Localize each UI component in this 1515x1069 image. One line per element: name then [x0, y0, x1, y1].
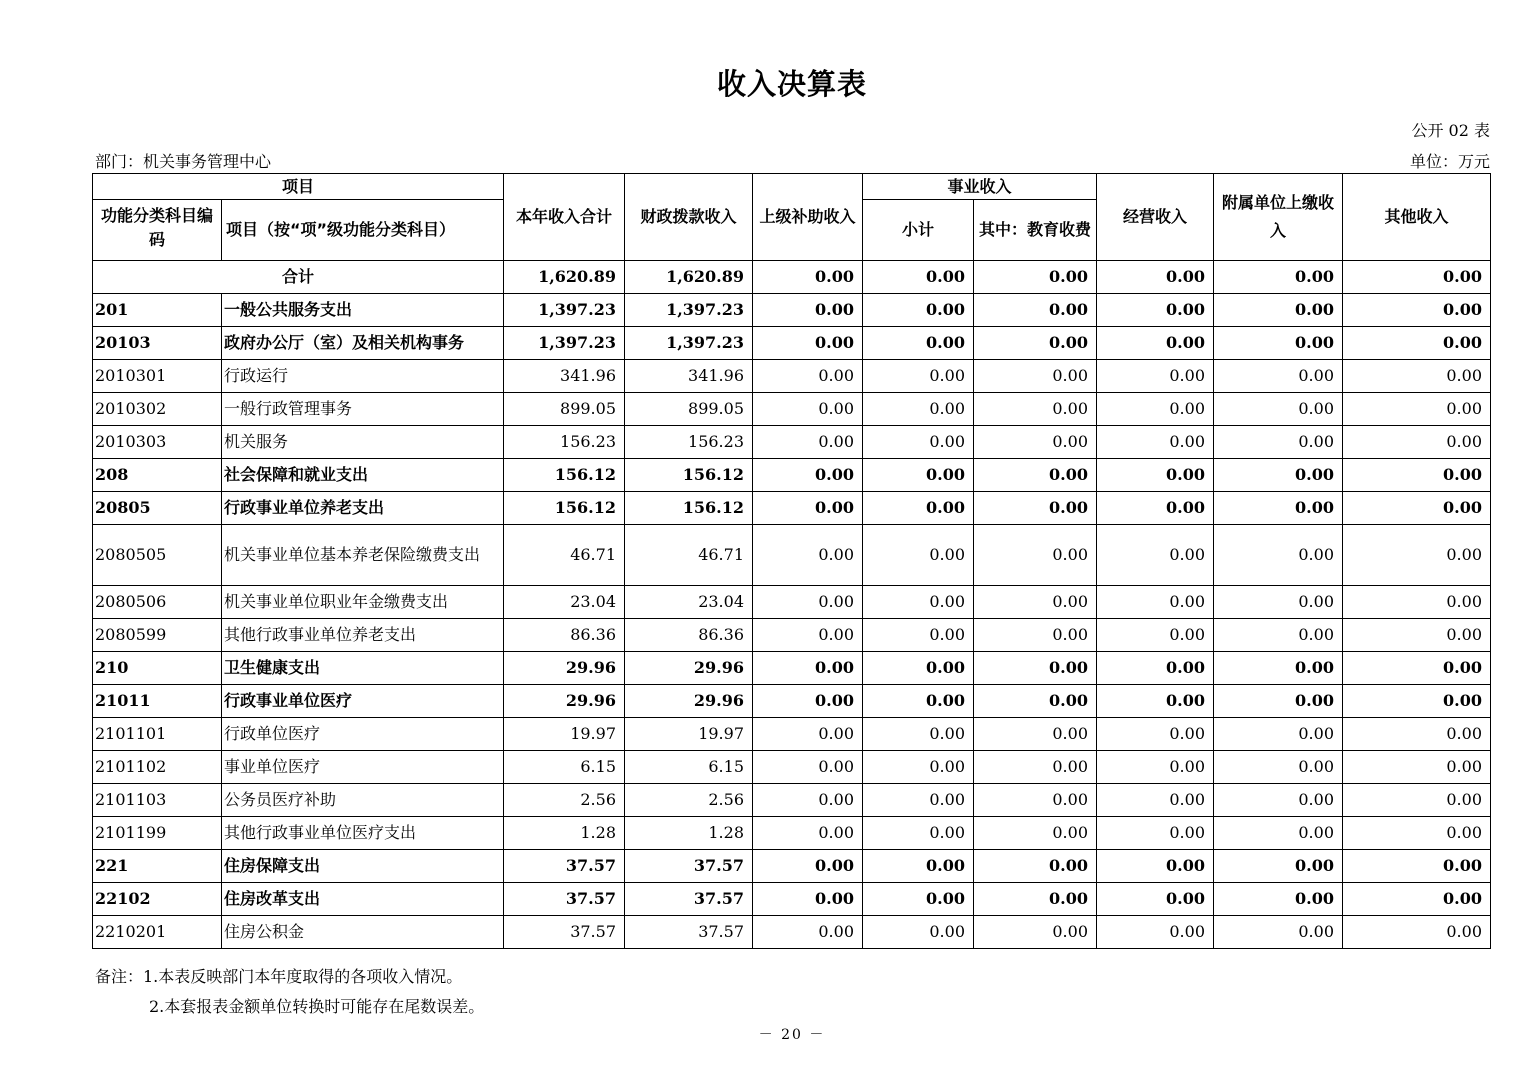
row-value: 29.96: [504, 652, 625, 685]
row-value: 86.36: [504, 619, 625, 652]
row-value: 19.97: [504, 718, 625, 751]
row-value: 0.00: [1214, 619, 1343, 652]
row-code: 2101101: [93, 718, 222, 751]
row-value: 0.00: [753, 850, 863, 883]
row-value: 0.00: [1214, 883, 1343, 916]
row-code: 201: [93, 294, 222, 327]
table-row: [93, 685, 1491, 718]
row-name: 其他行政事业单位医疗支出: [222, 817, 504, 850]
row-value: 37.57: [625, 850, 753, 883]
row-value: 0.00: [1097, 294, 1214, 327]
row-value: 0.00: [1097, 393, 1214, 426]
row-value: 0.00: [1214, 525, 1343, 586]
row-name: 机关服务: [222, 426, 504, 459]
row-value: 0.00: [1343, 718, 1491, 751]
row-value: 899.05: [625, 393, 753, 426]
row-value: 0.00: [1343, 586, 1491, 619]
row-value: 46.71: [504, 525, 625, 586]
row-code: 21011: [93, 685, 222, 718]
row-value: 156.12: [625, 492, 753, 525]
row-value: 0.00: [1214, 459, 1343, 492]
row-value: 0.00: [1097, 652, 1214, 685]
row-value: 0.00: [1097, 586, 1214, 619]
row-value: 0.00: [753, 784, 863, 817]
table-row: [93, 525, 1491, 586]
row-value: 0.00: [1214, 426, 1343, 459]
row-value: 0.00: [753, 751, 863, 784]
row-value: 0.00: [863, 751, 974, 784]
row-code: 2010301: [93, 360, 222, 393]
row-code: 2080505: [93, 525, 222, 586]
row-value: 0.00: [1343, 850, 1491, 883]
row-value: 0.00: [974, 492, 1097, 525]
row-value: 156.23: [625, 426, 753, 459]
row-value: 0.00: [1097, 817, 1214, 850]
row-value: 37.57: [504, 916, 625, 949]
row-value: 0.00: [863, 393, 974, 426]
row-value: 0.00: [1214, 586, 1343, 619]
row-value: 0.00: [1097, 525, 1214, 586]
table-row: [93, 652, 1491, 685]
row-value: 0.00: [1097, 718, 1214, 751]
header-affiliated: 附属单位上缴收入: [1214, 174, 1343, 261]
row-value: 0.00: [1343, 784, 1491, 817]
row-value: 0.00: [1214, 393, 1343, 426]
row-code: 2010302: [93, 393, 222, 426]
header-total: 本年收入合计: [504, 174, 625, 261]
row-value: 0.00: [753, 718, 863, 751]
row-value: 0.00: [753, 294, 863, 327]
row-value: 0.00: [753, 916, 863, 949]
row-value: 0.00: [1214, 718, 1343, 751]
row-value: 0.00: [1343, 817, 1491, 850]
row-value: 0.00: [1343, 751, 1491, 784]
total-row: [93, 261, 1491, 294]
row-value: 29.96: [625, 685, 753, 718]
header-operating: 经营收入: [1097, 174, 1214, 261]
row-value: 0.00: [974, 685, 1097, 718]
row-name: 住房保障支出: [222, 850, 504, 883]
row-value: 37.57: [625, 883, 753, 916]
row-value: 29.96: [625, 652, 753, 685]
row-value: 1.28: [625, 817, 753, 850]
row-value: 0.00: [1214, 360, 1343, 393]
row-value: 23.04: [504, 586, 625, 619]
row-value: 0.00: [863, 685, 974, 718]
table-row: [93, 426, 1491, 459]
table-row: [93, 784, 1491, 817]
row-value: 0.00: [974, 751, 1097, 784]
row-value: 0.00: [974, 586, 1097, 619]
row-name: 政府办公厅（室）及相关机构事务: [222, 327, 504, 360]
row-value: 1,397.23: [625, 327, 753, 360]
total-cell: 0.00: [974, 261, 1097, 294]
table-row: [93, 883, 1491, 916]
total-cell: 1,620.89: [504, 261, 625, 294]
row-name: 社会保障和就业支出: [222, 459, 504, 492]
row-code: 20805: [93, 492, 222, 525]
row-value: 0.00: [1214, 294, 1343, 327]
row-name: 其他行政事业单位养老支出: [222, 619, 504, 652]
row-value: 0.00: [1097, 784, 1214, 817]
header-education: 其中：教育收费: [974, 200, 1097, 261]
row-value: 2.56: [625, 784, 753, 817]
row-value: 19.97: [625, 718, 753, 751]
row-code: 20103: [93, 327, 222, 360]
row-value: 0.00: [1343, 426, 1491, 459]
row-name: 行政运行: [222, 360, 504, 393]
row-value: 0.00: [1343, 294, 1491, 327]
row-value: 0.00: [1214, 817, 1343, 850]
table-row: [93, 459, 1491, 492]
row-name: 行政单位医疗: [222, 718, 504, 751]
row-code: 2101199: [93, 817, 222, 850]
row-value: 0.00: [753, 492, 863, 525]
header-subtotal: 小计: [863, 200, 974, 261]
row-value: 0.00: [974, 525, 1097, 586]
row-value: 0.00: [974, 817, 1097, 850]
table-row: [93, 850, 1491, 883]
row-value: 0.00: [863, 883, 974, 916]
row-value: 29.96: [504, 685, 625, 718]
table-body: [93, 261, 1491, 949]
row-value: 0.00: [974, 784, 1097, 817]
row-value: 0.00: [863, 459, 974, 492]
header-item: 项目（按“项”级功能分类科目）: [222, 200, 504, 261]
row-value: 0.00: [863, 817, 974, 850]
row-value: 0.00: [1097, 685, 1214, 718]
row-name: 事业单位医疗: [222, 751, 504, 784]
row-value: 1,397.23: [504, 327, 625, 360]
header-business: 事业收入: [863, 174, 1097, 200]
row-value: 0.00: [974, 883, 1097, 916]
row-value: 0.00: [863, 426, 974, 459]
row-name: 住房改革支出: [222, 883, 504, 916]
row-value: 0.00: [863, 327, 974, 360]
table-row: [93, 718, 1491, 751]
row-value: 0.00: [1097, 619, 1214, 652]
row-value: 0.00: [974, 459, 1097, 492]
header-project: 项目: [93, 174, 504, 200]
notes: [95, 962, 484, 1022]
row-value: 0.00: [753, 426, 863, 459]
row-name: 机关事业单位基本养老保险缴费支出: [222, 525, 504, 586]
row-value: 0.00: [974, 718, 1097, 751]
income-table: [92, 173, 1491, 949]
row-value: 0.00: [1214, 685, 1343, 718]
row-value: 0.00: [974, 393, 1097, 426]
row-value: 0.00: [1343, 327, 1491, 360]
row-value: 1,397.23: [625, 294, 753, 327]
row-value: 1,397.23: [504, 294, 625, 327]
row-value: 0.00: [863, 294, 974, 327]
row-value: 156.12: [504, 492, 625, 525]
row-value: 0.00: [1343, 393, 1491, 426]
row-value: 0.00: [1097, 883, 1214, 916]
row-value: 23.04: [625, 586, 753, 619]
row-code: 2101103: [93, 784, 222, 817]
row-name: 行政事业单位医疗: [222, 685, 504, 718]
row-value: 0.00: [1214, 652, 1343, 685]
row-value: 0.00: [974, 850, 1097, 883]
row-code: 210: [93, 652, 222, 685]
row-value: 0.00: [863, 492, 974, 525]
table-row: [93, 916, 1491, 949]
table-row: [93, 751, 1491, 784]
row-value: 156.12: [625, 459, 753, 492]
row-value: 156.12: [504, 459, 625, 492]
total-cell: 0.00: [1214, 261, 1343, 294]
total-cell: 0.00: [1343, 261, 1491, 294]
row-value: 0.00: [753, 685, 863, 718]
row-value: 0.00: [1097, 751, 1214, 784]
table-row: [93, 586, 1491, 619]
row-value: 0.00: [753, 360, 863, 393]
row-name: 一般公共服务支出: [222, 294, 504, 327]
row-value: 0.00: [1343, 492, 1491, 525]
row-value: 86.36: [625, 619, 753, 652]
row-value: 0.00: [1097, 459, 1214, 492]
row-value: 0.00: [1343, 360, 1491, 393]
row-value: 0.00: [1214, 327, 1343, 360]
row-code: 2101102: [93, 751, 222, 784]
table-row: [93, 294, 1491, 327]
row-value: 156.23: [504, 426, 625, 459]
total-cell: 0.00: [753, 261, 863, 294]
row-value: 6.15: [625, 751, 753, 784]
row-value: 0.00: [1343, 525, 1491, 586]
row-value: 0.00: [974, 619, 1097, 652]
row-value: 37.57: [625, 916, 753, 949]
row-value: 0.00: [863, 850, 974, 883]
header-other: 其他收入: [1343, 174, 1491, 261]
row-value: 0.00: [753, 817, 863, 850]
table-row: [93, 619, 1491, 652]
row-value: 0.00: [1214, 751, 1343, 784]
row-value: 0.00: [753, 327, 863, 360]
row-code: 208: [93, 459, 222, 492]
row-value: 0.00: [753, 652, 863, 685]
form-number: 公开 02 表: [1411, 121, 1490, 140]
total-cell: 1,620.89: [625, 261, 753, 294]
page-number: － 20 －: [758, 1027, 826, 1043]
row-value: 0.00: [974, 294, 1097, 327]
row-value: 0.00: [1214, 784, 1343, 817]
row-value: 37.57: [504, 883, 625, 916]
row-value: 341.96: [625, 360, 753, 393]
row-value: 0.00: [753, 883, 863, 916]
header-fiscal: 财政拨款收入: [625, 174, 753, 261]
row-value: 0.00: [753, 586, 863, 619]
row-value: 0.00: [1097, 492, 1214, 525]
row-value: 0.00: [863, 360, 974, 393]
row-code: 2010303: [93, 426, 222, 459]
row-value: 0.00: [1343, 685, 1491, 718]
table-row: [93, 393, 1491, 426]
total-cell: 0.00: [1097, 261, 1214, 294]
header-code: 功能分类科目编码: [93, 200, 222, 261]
row-name: 住房公积金: [222, 916, 504, 949]
row-value: 0.00: [863, 586, 974, 619]
header-superior: 上级补助收入: [753, 174, 863, 261]
total-label: 合计: [93, 261, 504, 294]
row-value: 0.00: [1343, 459, 1491, 492]
note-line-1: 备注：1.本表反映部门本年度取得的各项收入情况。: [95, 967, 463, 986]
row-value: 0.00: [1097, 426, 1214, 459]
row-value: 46.71: [625, 525, 753, 586]
row-value: 0.00: [1214, 916, 1343, 949]
row-value: 1.28: [504, 817, 625, 850]
row-name: 公务员医疗补助: [222, 784, 504, 817]
row-value: 0.00: [1097, 360, 1214, 393]
row-value: 0.00: [974, 327, 1097, 360]
row-value: 0.00: [753, 619, 863, 652]
row-value: 37.57: [504, 850, 625, 883]
row-value: 0.00: [1097, 850, 1214, 883]
row-value: 0.00: [1343, 916, 1491, 949]
row-value: 0.00: [1343, 619, 1491, 652]
department-label: 部门：机关事务管理中心: [95, 152, 272, 171]
row-value: 0.00: [1097, 327, 1214, 360]
row-value: 2.56: [504, 784, 625, 817]
row-value: 0.00: [753, 459, 863, 492]
row-value: 0.00: [863, 718, 974, 751]
row-value: 0.00: [1343, 652, 1491, 685]
row-code: 2210201: [93, 916, 222, 949]
table-row: [93, 817, 1491, 850]
row-value: 0.00: [753, 525, 863, 586]
row-value: 0.00: [974, 360, 1097, 393]
table-row: [93, 492, 1491, 525]
row-name: 机关事业单位职业年金缴费支出: [222, 586, 504, 619]
row-value: 0.00: [863, 652, 974, 685]
row-value: 0.00: [863, 525, 974, 586]
row-value: 0.00: [1214, 492, 1343, 525]
unit-label: 单位：万元: [1409, 152, 1490, 171]
row-value: 0.00: [1343, 883, 1491, 916]
row-name: 一般行政管理事务: [222, 393, 504, 426]
row-value: 0.00: [863, 619, 974, 652]
row-value: 899.05: [504, 393, 625, 426]
row-value: 0.00: [974, 652, 1097, 685]
row-code: 2080599: [93, 619, 222, 652]
row-name: 卫生健康支出: [222, 652, 504, 685]
row-value: 0.00: [1097, 916, 1214, 949]
row-name: 行政事业单位养老支出: [222, 492, 504, 525]
note-line-2: 2.本套报表金额单位转换时可能存在尾数误差。: [149, 997, 485, 1016]
row-value: 6.15: [504, 751, 625, 784]
table-row: [93, 327, 1491, 360]
total-cell: 0.00: [863, 261, 974, 294]
row-value: 0.00: [753, 393, 863, 426]
table-row: [93, 360, 1491, 393]
row-value: 0.00: [974, 426, 1097, 459]
row-code: 221: [93, 850, 222, 883]
row-value: 0.00: [974, 916, 1097, 949]
row-code: 22102: [93, 883, 222, 916]
row-code: 2080506: [93, 586, 222, 619]
row-value: 0.00: [1214, 850, 1343, 883]
page-title: 收入决算表: [716, 67, 867, 101]
row-value: 0.00: [863, 916, 974, 949]
row-value: 0.00: [863, 784, 974, 817]
row-value: 341.96: [504, 360, 625, 393]
